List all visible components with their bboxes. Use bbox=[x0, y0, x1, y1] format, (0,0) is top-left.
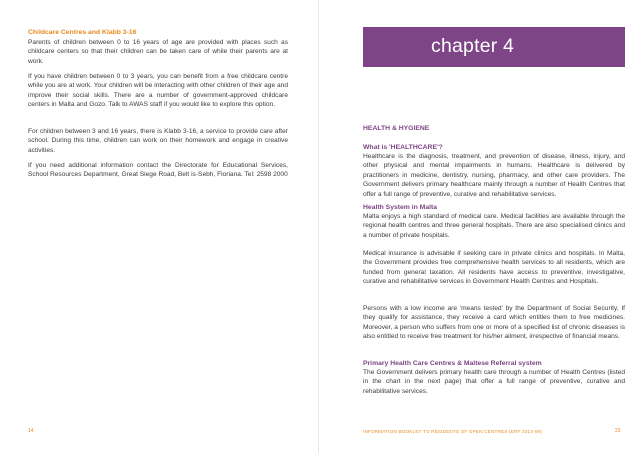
primary-care-heading: Primary Health Care Centres & Maltese Referral system bbox=[363, 360, 542, 367]
health-system-paragraph-2: Medical insurance is advisable if seeking care in private clinics and hospitals. In Malta, the Government provides free comprehensive health services to all residents, which are funded from general taxation. All residents have access to preventive, investigative, curative and rehabilitative services in Government Health Centres and Hospitals. bbox=[363, 250, 625, 286]
left-page-number: 14 bbox=[28, 428, 34, 434]
right-page bbox=[319, 0, 638, 453]
right-page-number: 22 bbox=[615, 428, 621, 434]
health-system-paragraph-3: Persons with a low income are 'means tested' by the Department of Social Security. If they qualify for assistance, they receive a card which entitles them to free medicines. Moreover, a person who suffers from one or more of a specified list of chronic diseases is also entitled to receive free treatment for his/her ailment, irrespective of financial means. bbox=[363, 305, 625, 341]
health-system-heading: Health System in Malta bbox=[363, 204, 438, 211]
footer-text: INFORMATION BOOKLET TO RESIDENTS OF OPEN CENTRES (ERF 2013-09) bbox=[363, 429, 542, 434]
chapter-title: chapter 4 bbox=[431, 35, 515, 57]
childcare-paragraph-2: If you have children between 0 to 3 years, you can benefit from a free childcare centre while you are at work. Your children will be interacting with other children of their age and improve their social skills. There are a number of government-approved childcare centers in Malta and Gozo. Talk to AWAS staff if you would like to explore this option. bbox=[28, 73, 288, 109]
chapter-banner bbox=[363, 27, 625, 67]
primary-care-text: The Government delivers primary health care through a number of Health Centres (listed in the chart in the next page) that offer a full range of preventive, curative and rehabilitative services. bbox=[363, 369, 625, 395]
section-heading: HEALTH & HYGIENE bbox=[363, 125, 430, 132]
health-system-paragraph-1: Malta enjoys a high standard of medical care. Medical facilities are available through the regional health centres and three general hospitals. There are also specialised clinics and a number of private hospitals. bbox=[363, 213, 625, 239]
childcare-paragraph-1: Parents of children between 0 to 16 years of age are provided with places such as childcare centers so that their children can be taken care of while their parents are at work. bbox=[28, 39, 288, 65]
childcare-paragraph-3: For children between 3 and 16 years, there is Klabb 3-16, a service to provide care after school. During this time, children can work on their homework and engage in creative activities. bbox=[28, 128, 288, 154]
healthcare-definition-text: Healthcare is the diagnosis, treatment, and prevention of disease, illness, injury, and other physical and mental impairments in humans. Healthcare is delivered by practitioners in medicine, dentistry, nursing, pharmacy, and other care providers. The Government delivers primary healthcare mainly through a number of Health Centres that offer a full range of preventive, curative and rehabilitative services. bbox=[363, 153, 625, 198]
healthcare-question-heading: What is 'HEALTHCARE'? bbox=[363, 144, 443, 151]
childcare-paragraph-4: If you need additional information contact the Directorate for Educational Services, School Resources Department, Great Siege Road, Belt is-Sebh, Floriana. Tel: 2598 2000 bbox=[28, 162, 288, 179]
childcare-heading: Childcare Centres and Klabb 3-16 bbox=[28, 29, 137, 36]
